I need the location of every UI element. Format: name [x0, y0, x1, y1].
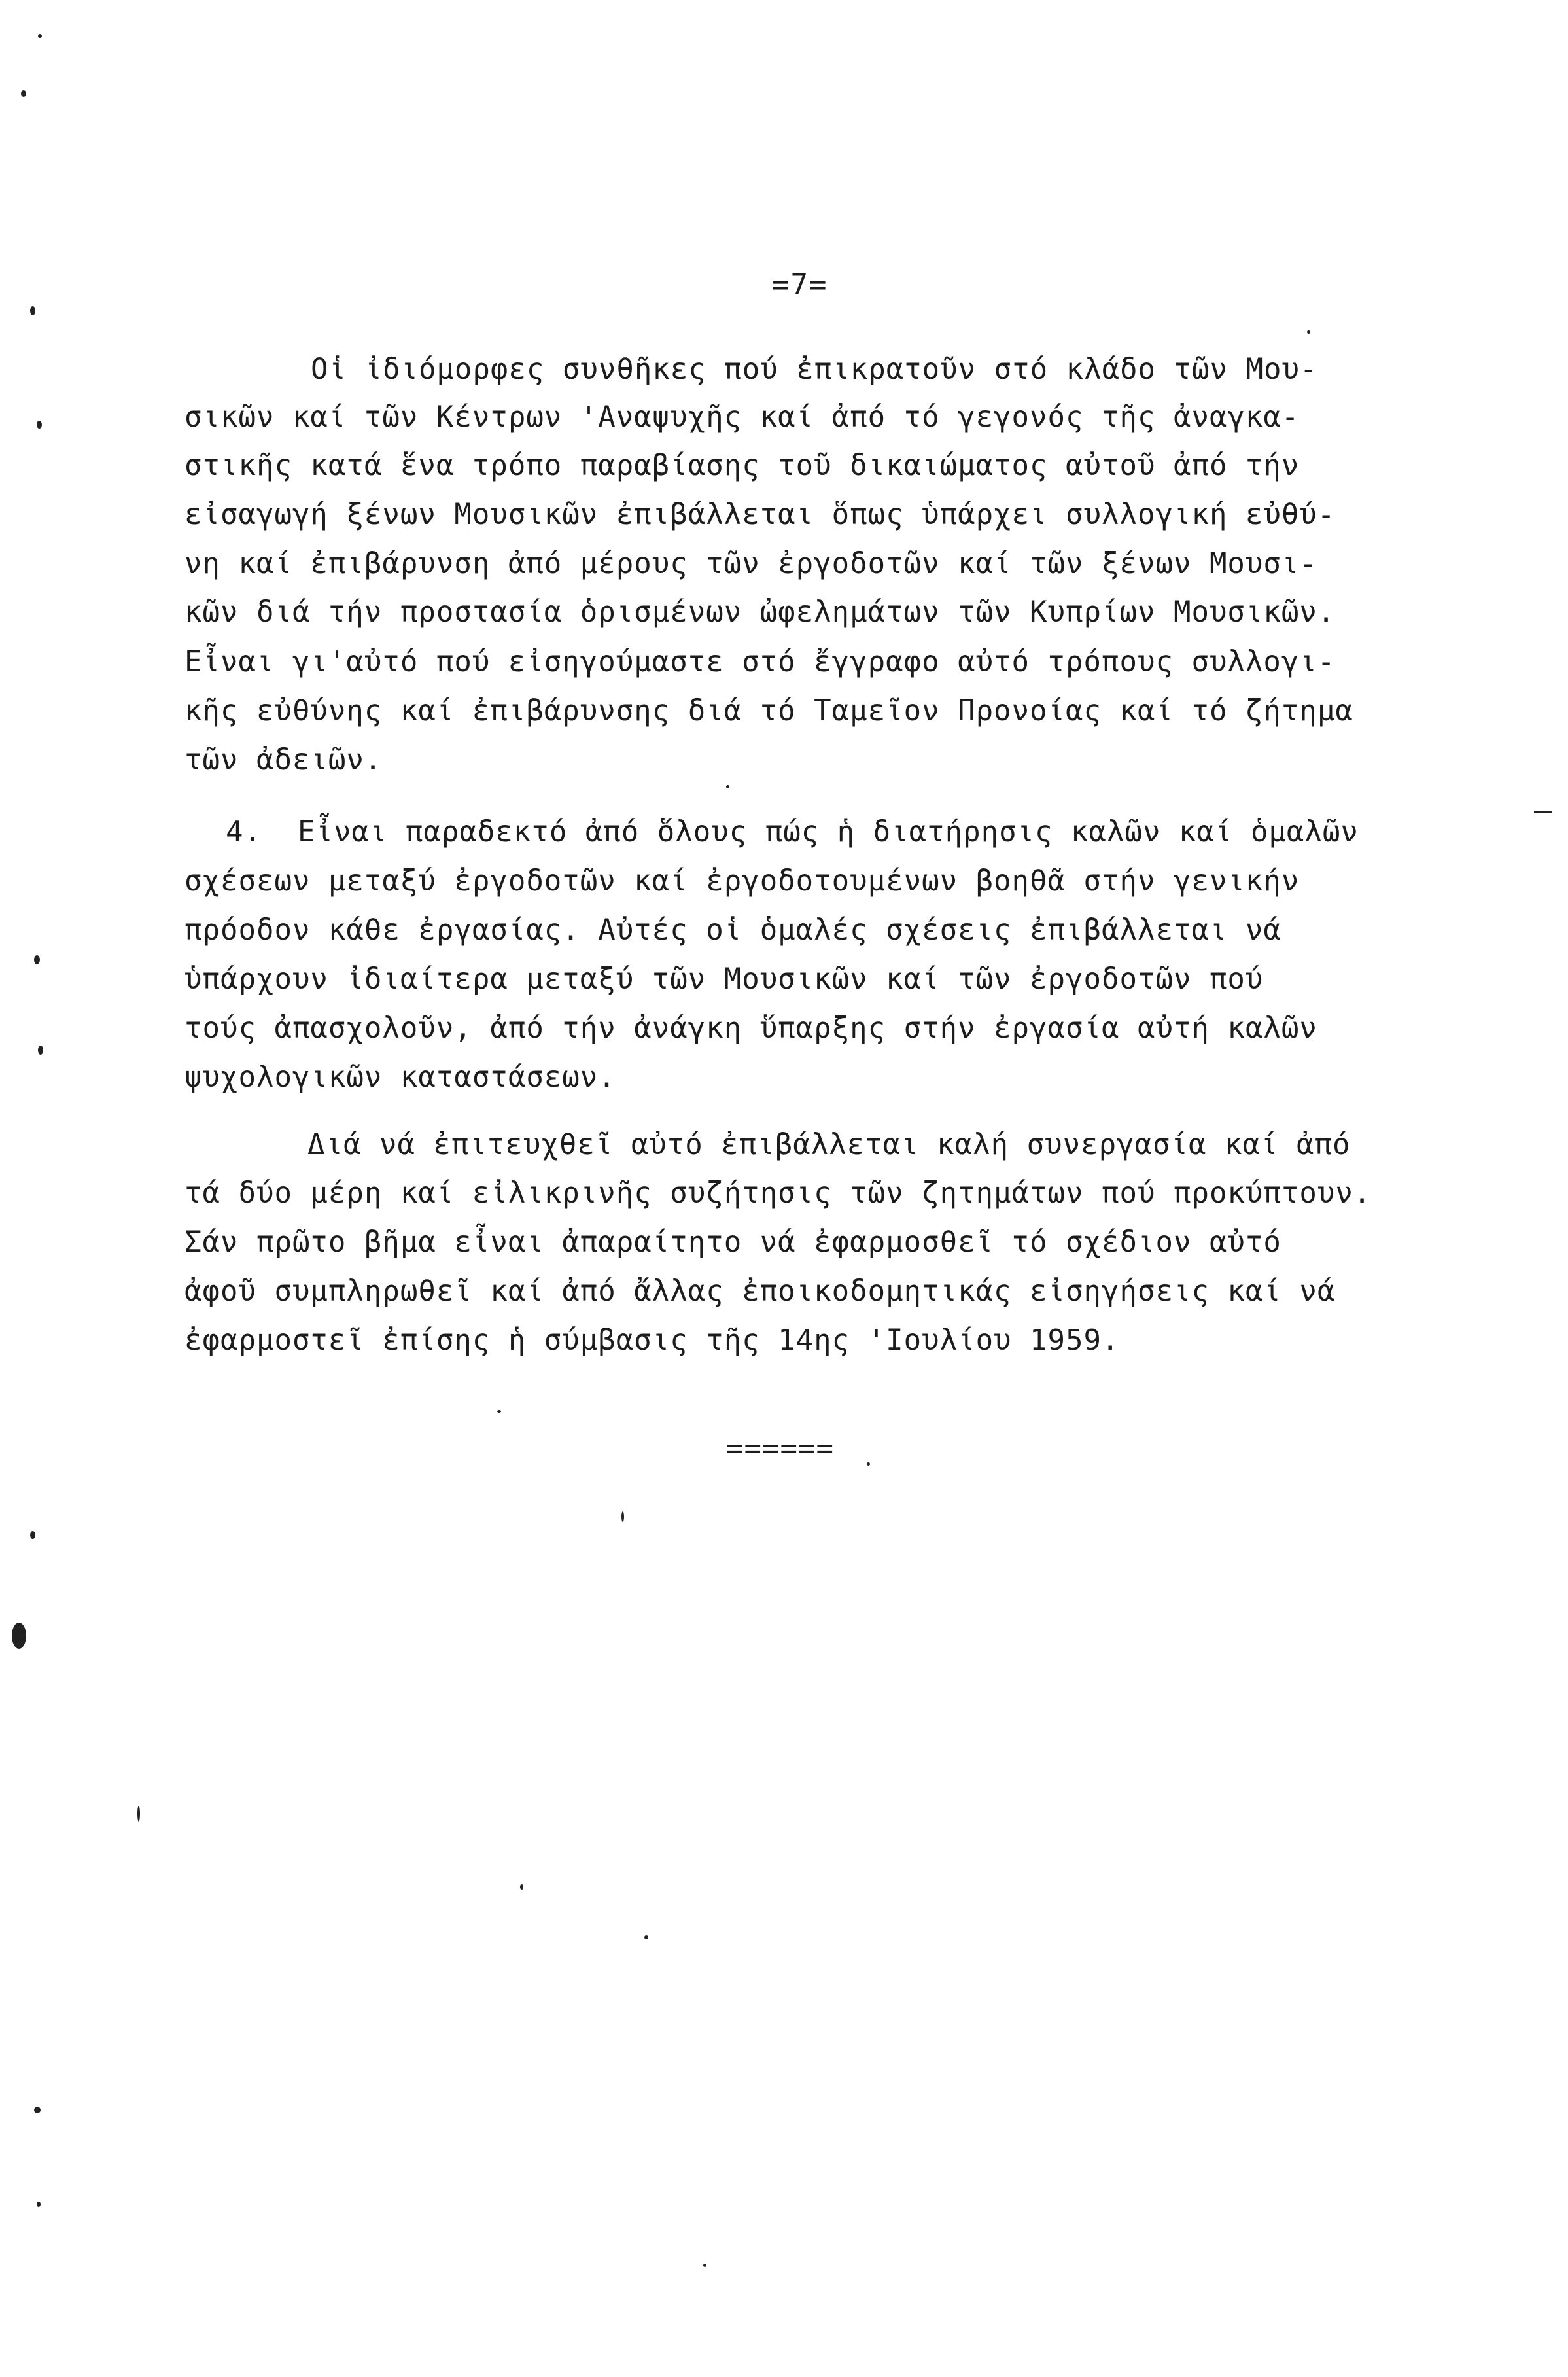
- scan-speck: [30, 1531, 35, 1539]
- scan-speck: [37, 421, 42, 429]
- page-number: =7=: [772, 268, 828, 302]
- scan-speck: [644, 1935, 648, 1939]
- paragraph-2-line: ὑπάρχουν ἰδιαίτερα μεταξύ τῶν Μουσικῶν καί τῶν ἐργοδοτῶν πού: [184, 962, 1264, 996]
- paragraph-1-line: Οἱ ἰδιόμορφες συνθῆκες πού ἐπικρατοῦν στό κλάδο τῶν Μου-: [311, 353, 1318, 386]
- paragraph-3-line: Σάν πρῶτο βῆμα εἶναι ἀπαραίτητο νά ἐφαρμοσθεῖ τό σχέδιον αὐτό: [184, 1225, 1281, 1259]
- paragraph-3-line: ἐφαρμοστεῖ ἐπίσης ἡ σύμβασις τῆς 14ης 'Ιουλίου 1959.: [184, 1324, 1120, 1357]
- paragraph-2-line: πρόοδον κάθε ἐργασίας. Αὐτές οἱ ὁμαλές σχέσεις ἐπιβάλλεται νά: [184, 913, 1281, 947]
- paragraph-2-line: σχέσεων μεταξύ ἐργοδοτῶν καί ἐργοδοτουμένων βοηθᾶ στήν γενικήν: [184, 864, 1300, 898]
- scan-speck: [1534, 811, 1552, 813]
- paragraph-2-line: 4. Εἶναι παραδεκτό ἀπό ὅλους πώς ἡ διατήρησις καλῶν καί ὁμαλῶν: [226, 815, 1359, 849]
- scan-speck: [21, 90, 26, 97]
- paragraph-1-line: κῆς εὐθύνης καί ἐπιβάρυνσης διά τό Ταμεῖον Προνοίας καί τό ζήτημα: [184, 694, 1353, 728]
- paragraph-1-line: εἰσαγωγή ξένων Μουσικῶν ἐπιβάλλεται ὅπως ὑπάρχει συλλογική εὐθύ-: [184, 498, 1336, 531]
- scan-speck: [867, 1462, 870, 1466]
- scan-speck: [621, 1511, 624, 1522]
- paragraph-3-line: Διά νά ἐπιτευχθεῖ αὐτό ἐπιβάλλεται καλή συνεργασία καί ἀπό: [307, 1128, 1351, 1161]
- paragraph-2-line: τούς ἀπασχολοῦν, ἀπό τήν ἀνάγκη ὕπαρξης στήν ἐργασία αὐτή καλῶν: [184, 1012, 1317, 1045]
- scan-speck: [34, 2107, 41, 2113]
- paragraph-1-line: Εἶναι γι'αὐτό πού εἰσηγούμαστε στό ἔγγραφο αὐτό τρόπους συλλογι-: [184, 645, 1336, 678]
- paragraph-1-line: κῶν διά τήν προστασία ὁρισμένων ὠφελημάτων τῶν Κυπρίων Μουσικῶν.: [184, 595, 1336, 629]
- scan-speck: [497, 1410, 501, 1413]
- paragraph-1-line: σικῶν καί τῶν Κέντρων 'Αναψυχῆς καί ἀπό τό γεγονός τῆς ἀναγκα-: [184, 400, 1300, 434]
- section-divider: ======: [726, 1432, 834, 1465]
- paragraph-3-line: τά δύο μέρη καί εἰλικρινῆς συζήτησις τῶν ζητημάτων πού προκύπτουν.: [184, 1176, 1372, 1210]
- scan-speck: [38, 1046, 43, 1055]
- scan-speck: [1307, 330, 1310, 334]
- scan-speck: [520, 1884, 523, 1890]
- scan-speck: [137, 1806, 140, 1822]
- paragraph-1-line: στικῆς κατά ἕνα τρόπο παραβίασης τοῦ δικαιώματος αὐτοῦ ἀπό τήν: [184, 449, 1300, 482]
- scan-speck: [37, 2202, 41, 2207]
- scan-speck: [703, 2264, 706, 2267]
- paragraph-1-line: νη καί ἐπιβάρυνση ἀπό μέρους τῶν ἐργοδοτῶν καί τῶν ξένων Μουσι-: [184, 547, 1317, 580]
- paragraph-2-line: ψυχολογικῶν καταστάσεων.: [184, 1061, 616, 1094]
- scan-speck: [726, 785, 729, 788]
- scan-speck: [30, 306, 35, 315]
- scan-speck: [38, 34, 42, 38]
- paragraph-3-line: ἀφοῦ συμπληρωθεῖ καί ἀπό ἄλλας ἐποικοδομητικάς εἰσηγήσεις καί νά: [184, 1275, 1336, 1308]
- paragraph-1-line: τῶν ἀδειῶν.: [184, 743, 383, 777]
- scan-speck: [34, 955, 40, 964]
- scan-speck: [12, 1623, 26, 1649]
